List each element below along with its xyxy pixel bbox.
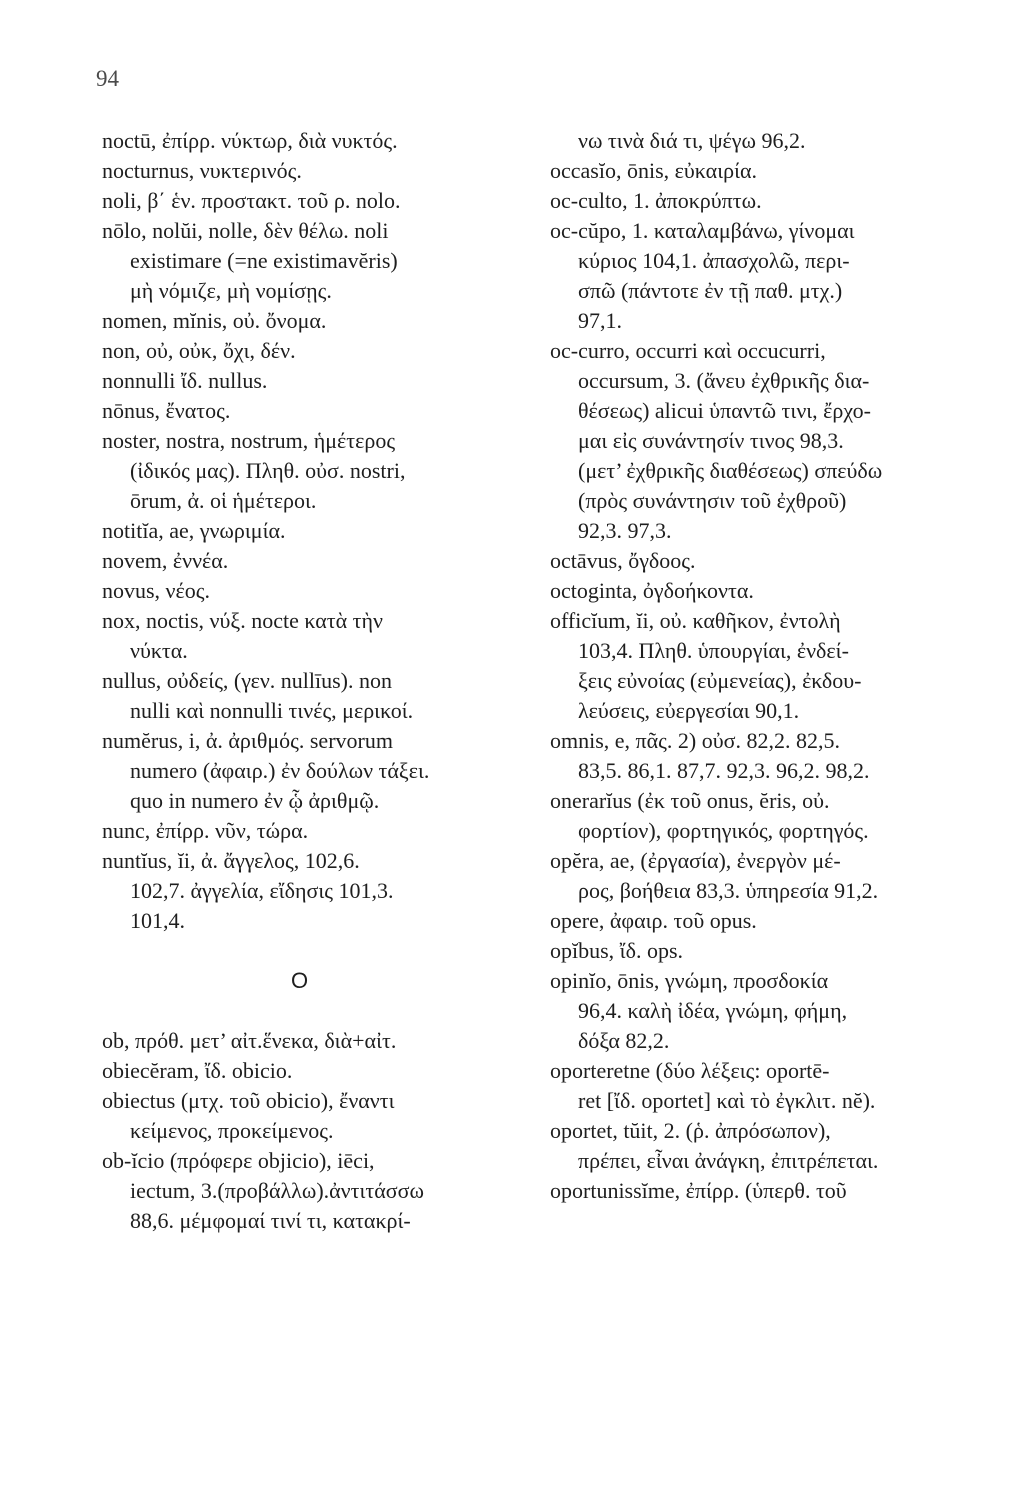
dictionary-line: non, οὐ, οὐκ, ὄχι, δέν. <box>102 338 296 363</box>
dictionary-line: 83,5. 86,1. 87,7. 92,3. 96,2. 98,2. <box>578 758 870 783</box>
dictionary-line: 103,4. Πληθ. ὑπουργίαι, ἐνδεί- <box>578 638 849 663</box>
dictionary-line: nulli καὶ nonnulli τινές, μερικοί. <box>130 698 414 723</box>
dictionary-line: novem, ἐννέα. <box>102 548 229 573</box>
page-number: 94 <box>96 66 119 91</box>
dictionary-line: obiectus (μτχ. τοῦ obicio), ἔναντι <box>102 1088 395 1113</box>
dictionary-line: nullus, οὐδείς, (γεν. nullīus). non <box>102 668 392 693</box>
dictionary-line: 101,4. <box>130 908 185 933</box>
dictionary-line: nōnus, ἔνατος. <box>102 398 231 423</box>
dictionary-line: κείμενος, προκείμενος. <box>130 1118 334 1143</box>
dictionary-line: (μετ’ ἐχθρικῆς διαθέσεως) σπεύδω <box>578 458 883 483</box>
dictionary-line: (πρὸς συνάντησιν τοῦ ἐχθροῦ) <box>578 488 847 513</box>
dictionary-line: noster, nostra, nostrum, ἡμέτερος <box>102 428 396 453</box>
dictionary-line: noctū, ἐπίρρ. νύκτωρ, διὰ νυκτός. <box>102 128 398 153</box>
dictionary-line: 97,1. <box>578 308 622 333</box>
dictionary-line: ob, πρόθ. μετ’ αἰτ.ἕνεκα, διὰ+αἰτ. <box>102 1028 397 1053</box>
right-column <box>550 126 980 1206</box>
dictionary-line: 96,4. καλὴ ἰδέα, γνώμη, φήμη, <box>578 998 848 1023</box>
dictionary-line <box>102 996 522 1026</box>
dictionary-line: πρέπει, εἶναι ἀνάγκη, ἐπιτρέπεται. <box>578 1148 879 1173</box>
dictionary-line: oc-cŭpo, 1. καταλαμβάνω, γίνομαι <box>550 218 855 243</box>
dictionary-line: opinĭo, ōnis, γνώμη, προσδοκία <box>550 968 829 993</box>
dictionary-line: existimare (=ne existimavĕris) <box>130 248 398 273</box>
dictionary-line: ōrum, ἀ. οἱ ἡμέτεροι. <box>130 488 317 513</box>
dictionary-line: oc-curro, occurri καὶ occucurri, <box>550 338 826 363</box>
dictionary-line: μὴ νόμιζε, μὴ νομίσῃς. <box>130 278 332 303</box>
dictionary-line: ret [ἴδ. oportet] καὶ τὸ ἐγκλιτ. nĕ). <box>578 1088 876 1113</box>
dictionary-line: octāvus, ὄγδοος. <box>550 548 696 573</box>
dictionary-line: nonnulli ἴδ. nullus. <box>102 368 268 393</box>
dictionary-line: opere, ἀφαιρ. τοῦ opus. <box>550 908 757 933</box>
dictionary-line: iectum, 3.(προβάλλω).ἀντιτάσσω <box>130 1178 424 1203</box>
dictionary-line: 92,3. 97,3. <box>578 518 672 543</box>
dictionary-line: quo in numero ἐν ᾧ ἀριθμῷ. <box>130 788 380 813</box>
dictionary-line: occasĭo, ōnis, εὐκαιρία. <box>550 158 758 183</box>
dictionary-line: oporteretne (δύο λέξεις: oportē- <box>550 1058 830 1083</box>
dictionary-line: κύριος 104,1. ἀπασχολῶ, περι- <box>578 248 850 273</box>
dictionary-line: occursum, 3. (ἄνευ ἐχθρικῆς δια- <box>578 368 870 393</box>
dictionary-line: μαι εἰς συνάντησίν τινος 98,3. <box>578 428 844 453</box>
dictionary-line: oportunissĭme, ἐπίρρ. (ὑπερθ. τοῦ <box>550 1178 847 1203</box>
dictionary-line: nocturnus, νυκτερινός. <box>102 158 302 183</box>
dictionary-line: oc-culto, 1. ἀποκρύπτω. <box>550 188 762 213</box>
dictionary-line: opĭbus, ἴδ. ops. <box>550 938 684 963</box>
left-column <box>102 126 522 1236</box>
dictionary-line: notitĭa, ae, γνωριμία. <box>102 518 286 543</box>
dictionary-line: (ἰδικός μας). Πληθ. οὐσ. nostri, <box>130 458 406 483</box>
section-heading: O <box>290 968 309 993</box>
dictionary-line: θέσεως) alicui ὑπαντῶ τινι, ἔρχο- <box>578 398 872 423</box>
dictionary-line: numero (ἀφαιρ.) ἐν δούλων τάξει. <box>130 758 430 783</box>
dictionary-line: νω τινὰ διά τι, ψέγω 96,2. <box>578 128 806 153</box>
dictionary-line: 88,6. μέμφομαί τινί τι, κατακρί- <box>130 1208 411 1233</box>
dictionary-line: φορτίον), φορτηγικός, φορτηγός. <box>578 818 869 843</box>
dictionary-line: σπῶ (πάντοτε ἐν τῇ παθ. μτχ.) <box>578 278 843 303</box>
dictionary-line: oportet, tŭit, 2. (ῥ. ἀπρόσωπον), <box>550 1118 831 1143</box>
dictionary-line: numĕrus, i, ἀ. ἀριθμός. servorum <box>102 728 393 753</box>
dictionary-line: officĭum, ĭi, οὐ. καθῆκον, ἐντολὴ <box>550 608 841 633</box>
dictionary-line: λεύσεις, εὐεργεσίαι 90,1. <box>578 698 800 723</box>
dictionary-line: nomen, mĭnis, οὐ. ὄνομα. <box>102 308 327 333</box>
dictionary-line: nox, noctis, νύξ. nocte κατὰ τὴν <box>102 608 383 633</box>
dictionary-line: octoginta, ὀγδοήκοντα. <box>550 578 754 603</box>
dictionary-line: ρος, βοήθεια 83,3. ὑπηρεσία 91,2. <box>578 878 879 903</box>
dictionary-line: δόξα 82,2. <box>578 1028 670 1053</box>
dictionary-line: nuntĭus, ĭi, ἀ. ἄγγελος, 102,6. <box>102 848 360 873</box>
dictionary-line: nunc, ἐπίρρ. νῦν, τώρα. <box>102 818 309 843</box>
dictionary-line: obiecĕram, ἴδ. obicio. <box>102 1058 293 1083</box>
dictionary-line: novus, νέος. <box>102 578 210 603</box>
dictionary-line: 102,7. ἀγγελία, εἴδησις 101,3. <box>130 878 394 903</box>
dictionary-line: onerarĭus (ἐκ τοῦ onus, ĕris, οὐ. <box>550 788 830 813</box>
dictionary-line: noli, β΄ ἑν. προστακτ. τοῦ ρ. nolo. <box>102 188 401 213</box>
dictionary-line <box>102 936 522 966</box>
dictionary-line: omnis, e, πᾶς. 2) οὐσ. 82,2. 82,5. <box>550 728 840 753</box>
dictionary-line: nōlo, nolŭi, nolle, δὲν θέλω. noli <box>102 218 389 243</box>
dictionary-line: opĕra, ae, (ἐργασία), ἐνεργὸν μέ- <box>550 848 841 873</box>
dictionary-line: νύκτα. <box>130 638 188 663</box>
dictionary-line: ξεις εὐνοίας (εὐμενείας), ἐκδου- <box>578 668 862 693</box>
dictionary-line: ob-ĭcio (πρόφερε objicio), iēci, <box>102 1148 375 1173</box>
